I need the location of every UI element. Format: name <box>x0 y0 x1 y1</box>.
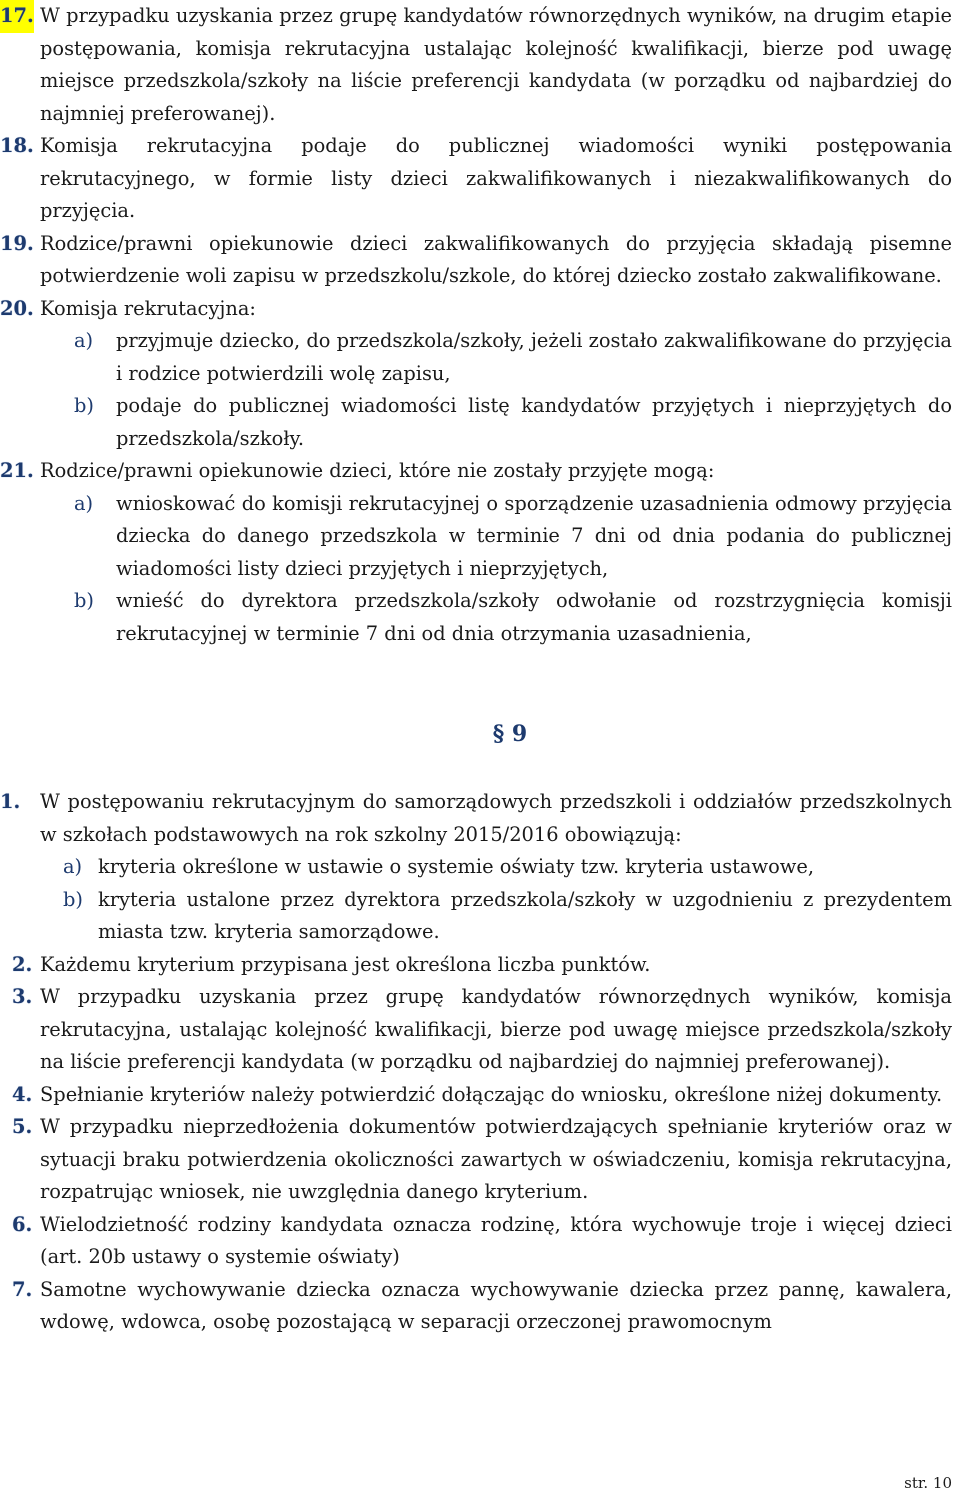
list-item <box>12 1079 952 1112</box>
item-text: Każdemu kryterium przypisana jest określona liczba punktów. <box>40 952 651 976</box>
sub-item <box>63 884 952 949</box>
item-text: W przypadku nieprzedłożenia dokumentów potwierdzających spełnianie kryteriów oraz w sytuacji braku potwierdzenia okoliczności zawartych w oświadczeniu, komisja rekrutacyjna, rozpatrując wniosek, nie uwzględnia danego kryterium. <box>40 1115 952 1203</box>
list-item <box>12 949 952 982</box>
section-heading: § 9 <box>492 721 528 747</box>
sub-item <box>74 325 952 390</box>
item-number: 4. <box>12 1082 33 1106</box>
item-text: Komisja rekrutacyjna: <box>40 296 256 320</box>
item-number: 20. <box>0 296 34 320</box>
list-item <box>0 293 952 326</box>
sub-item <box>74 390 952 455</box>
list-item <box>12 1209 952 1274</box>
sub-item <box>74 585 952 650</box>
list-item <box>0 130 952 228</box>
item-text: W przypadku uzyskania przez grupę kandydatów równorzędnych wyników, komisja rekrutacyjna, ustalając kolejność kwalifikacji, bierze pod uwagę miejsce przedszkola/szkoły na liście preferencji kandydata (w porządku od najbardziej do najmniej preferowanej). <box>40 985 952 1073</box>
item-number: 19. <box>0 231 34 255</box>
item-number: 1. <box>0 790 21 813</box>
part2-list <box>0 786 956 1339</box>
item-text: W postępowaniu rekrutacyjnym do samorządowych przedszkoli i oddziałów przedszkolnych w szkołach podstawowych na rok szkolny 2015/2016 obowiązują: <box>40 790 952 846</box>
list-item <box>0 228 952 293</box>
item-text: Komisja rekrutacyjna podaje do publicznej wiadomości wyniki postępowania rekrutacyjnego, w formie listy dzieci zakwalifikowanych i niezakwalifikowanych do przyjęcia. <box>40 134 952 222</box>
sub-text: przyjmuje dziecko, do przedszkola/szkoły, jeżeli zostało zakwalifikowane do przyjęcia i rodzice potwierdzili wolę zapisu, <box>116 329 952 385</box>
sub-letter: b) <box>63 887 83 911</box>
item-text: Spełnianie kryteriów należy potwierdzić dołączając do wniosku, określone niżej dokumenty. <box>40 1082 943 1106</box>
item-text: Wielodzietność rodziny kandydata oznacza rodzinę, która wychowuje troje i więcej dzieci (art. 20b ustawy o systemie oświaty) <box>40 1212 952 1268</box>
item-number: 6. <box>12 1212 33 1236</box>
sub-text: wnioskować do komisji rekrutacyjnej o sporządzenie uzasadnienia odmowy przyjęcia dziecka do danego przedszkola w terminie 7 dni od dnia podania do publicznej wiadomości listy dzieci przyjętych i nieprzyjętych, <box>116 491 952 580</box>
part1-list <box>0 0 956 650</box>
sub-item <box>74 488 952 586</box>
list-item <box>12 1111 952 1209</box>
sub-item <box>63 851 952 884</box>
page-number: str. 10 <box>904 1474 952 1492</box>
list-item <box>0 786 952 851</box>
item-number: 5. <box>12 1115 33 1138</box>
item-number: 17. <box>0 0 34 33</box>
sub-text: podaje do publicznej wiadomości listę kandydatów przyjętych i nieprzyjętych do przedszkola/szkoły. <box>116 394 952 450</box>
sub-text: kryteria określone w ustawie o systemie oświaty tzw. kryteria ustawowe, <box>98 855 815 878</box>
item-number: 7. <box>12 1277 33 1301</box>
item-number: 3. <box>12 985 33 1008</box>
item-number: 2. <box>12 952 33 976</box>
item-text: Rodzice/prawni opiekunowie dzieci, które nie zostały przyjęte mogą: <box>40 459 715 482</box>
sub-letter: a) <box>74 491 94 515</box>
item-number: 18. <box>0 134 34 157</box>
list-item <box>0 0 952 130</box>
list-item <box>12 1274 952 1339</box>
sub-letter: a) <box>63 855 83 878</box>
item-number: 21. <box>0 459 34 482</box>
sub-letter: b) <box>74 589 94 612</box>
sub-letter: a) <box>74 329 94 352</box>
sub-text: kryteria ustalone przez dyrektora przedszkola/szkoły w uzgodnieniu z prezydentem miasta tzw. kryteria samorządowe. <box>98 887 952 943</box>
item-text: W przypadku uzyskania przez grupę kandydatów równorzędnych wyników, na drugim etapie postępowania, komisja rekrutacyjna ustalając kolejność kwalifikacji, bierze pod uwagę miejsce przedszkola/szkoły na liście preferencji kandydata (w porządku od najbardziej do najmniej preferowanej). <box>40 4 952 125</box>
list-item <box>0 455 952 488</box>
item-text: Samotne wychowywanie dziecka oznacza wychowywanie dziecka przez pannę, kawalera, wdowę, wdowca, osobę pozostającą w separacji orzeczonej prawomocnym <box>40 1277 952 1333</box>
list-item <box>12 981 952 1079</box>
sub-text: wnieść do dyrektora przedszkola/szkoły odwołanie od rozstrzygnięcia komisji rekrutacyjnej w terminie 7 dni od dnia otrzymania uzasadnienia, <box>116 589 952 645</box>
item-text: Rodzice/prawni opiekunowie dzieci zakwalifikowanych do przyjęcia składają pisemne potwierdzenie woli zapisu w przedszkolu/szkole, do której dziecko zostało zakwalifikowane. <box>40 231 952 287</box>
sub-letter: b) <box>74 394 94 417</box>
